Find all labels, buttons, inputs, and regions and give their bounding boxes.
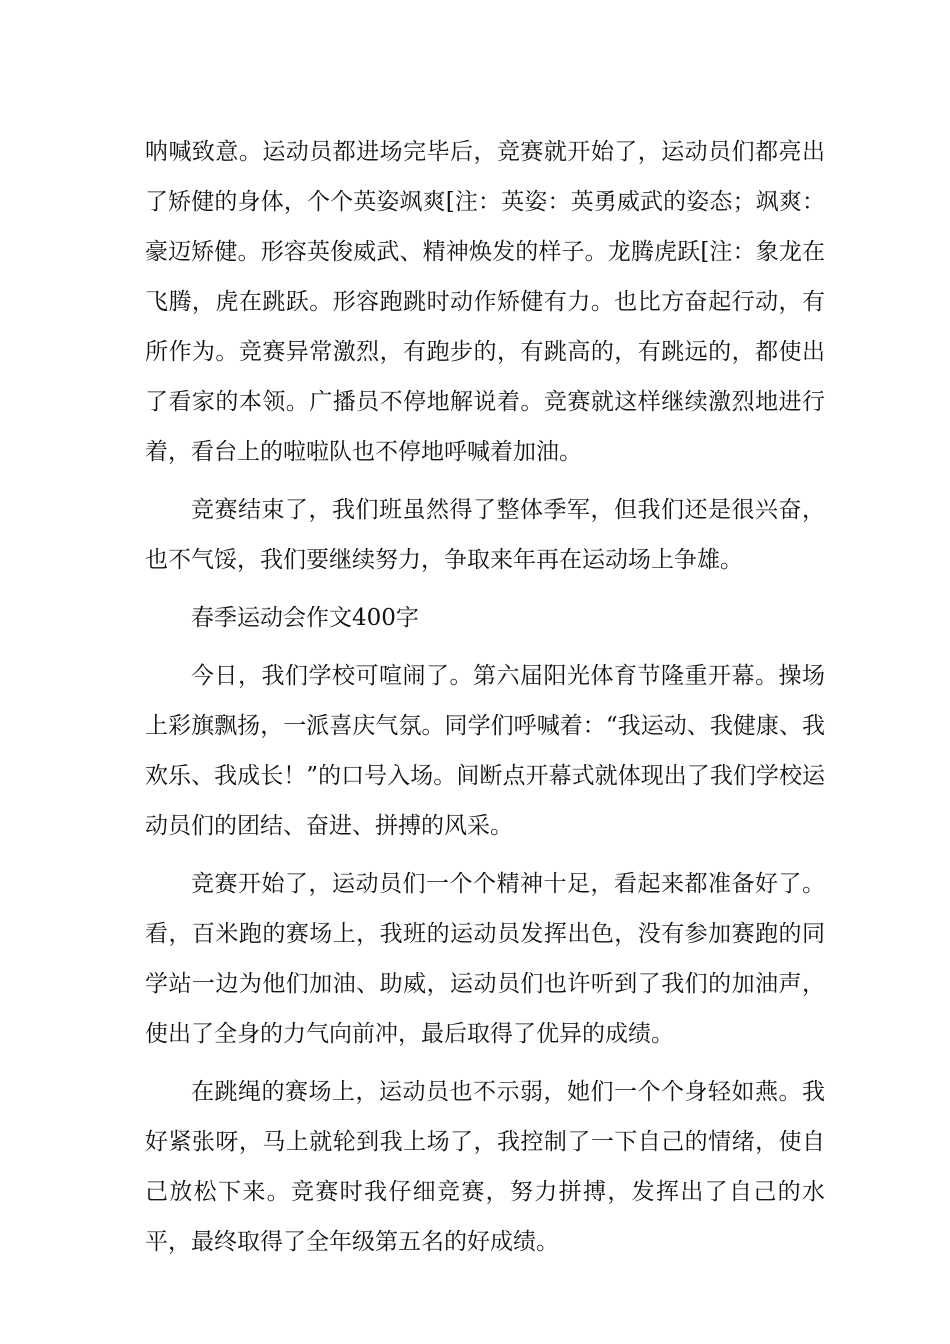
paragraph-sprint: 竞赛开始了，运动员们一个个精神十足，看起来都准备好了。看，百米跑的赛场上，我班的运动员发挥出色，没有参加赛跑的同学站一边为他们加油、助威，运动员们也许听到了我们的加油声，使出了全身的力气向前冲，最后取得了优异的成绩。 [145, 871, 825, 1047]
paragraph-continuation: 呐喊致意。运动员都进场完毕后，竞赛就开始了，运动员们都亮出了矫健的身体，个个英姿飒爽[注：英姿：英勇威武的姿态；飒爽：豪迈矫健。形容英俊威武、精神焕发的样子。龙腾虎跃[注：象龙在飞腾，虎在跳跃。形容跑跳时动作矫健有力。也比方奋起行动，有所作为。竞赛异常激烈，有跑步的，有跳高的，有跳远的，都使出了看家的本领。广播员不停地解说着。竞赛就这样继续激烈地进行着，看台上的啦啦队也不停地呼喊着加油。 [145, 139, 825, 465]
essay-title: 春季运动会作文400字 [191, 605, 419, 631]
paragraph-jump-rope: 在跳绳的赛场上，运动员也不示弱，她们一个个身轻如燕。我好紧张呀，马上就轮到我上场了，我控制了一下自己的情绪，使自己放松下来。竞赛时我仔细竞赛，努力拼搏，发挥出了自己的水平，最终取得了全年级第五名的好成绩。 [145, 1079, 825, 1255]
paragraph-race-ended: 竞赛结束了，我们班虽然得了整体季军，但我们还是很兴奋，也不气馁，我们要继续努力，争取来年再在运动场上争雄。 [145, 497, 825, 573]
paragraph-opening: 今日，我们学校可喧闹了。第六届阳光体育节隆重开幕。操场上彩旗飘扬，一派喜庆气氛。同学们呼喊着：“我运动、我健康、我欢乐、我成长！”的口号入场。间断点开幕式就体现出了我们学校运动员们的团结、奋进、拼搏的风采。 [145, 663, 825, 839]
document-body [145, 127, 825, 1267]
